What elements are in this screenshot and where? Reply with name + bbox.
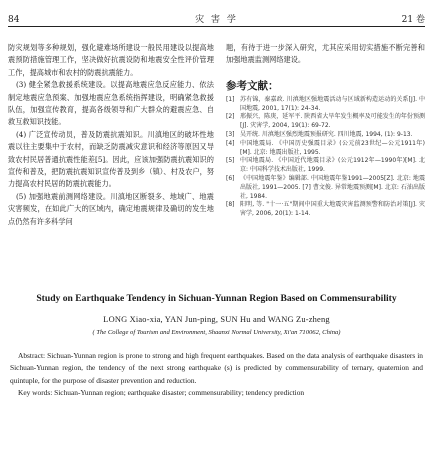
references-heading: 参考文献： (226, 79, 279, 92)
reference-text: 中国地震局. 《中国近代地震目录》(公元1912年—1990年)[M]. 北京: 中国科学技术出版社, 1999. (240, 157, 425, 174)
paragraph: (4) 广泛宣传动员，普及防震抗震知识。川滇地区的破坏性地震以往主要集中于农村，而缺乏防震减灾意识和经济等原因又导致农村民居普通抗震性能差[5]。因此，应该加强防震抗震知识的宣传和普及，把防震抗震知识宣传普及到乡（镇）、村及农户，努力提高农村民居的防震抗震能力。 (8, 129, 214, 189)
english-title: Study on Earthquake Tendency in Sichuan-Yunnan Region Based on Commensurability (36, 293, 397, 304)
reference-item (226, 201, 425, 219)
english-abstract-block (10, 292, 423, 399)
reference-number: [5] (226, 157, 235, 165)
reference-item (226, 157, 425, 175)
abstract-text: Sichuan-Yunnan region is prone to strong and high frequent earthquakes. Based on the data analysis of earthquake disasters in Sichuan-Yunnan region, the tendency of the next strong earthquake (s) is predicted by commensurability of ternary, quaternion and quintuple, for the purpose of disaster prevention and reduction. (10, 351, 423, 385)
reference-text: 邢振兴，陈庚，延军平. 陕西省大旱年发生概率及可能发生的年份预测[J]. 灾害学, 2004, 19(1): 69-72. (240, 113, 425, 130)
paragraph: (5) 加强地震前测网络建设。川滇地区断裂多、地域广、地震灾害频发，在如此广大的区域内，确定地震规律及确切的发生地点仍然有许多科学问 (8, 191, 214, 226)
english-authors: LONG Xiao-xia, YAN Jun-ping, SUN Hu and WANG Zu-zheng (103, 315, 330, 324)
keywords-text: Sichuan-Yunnan region; earthquake disaster; commensurability; tendency prediction (54, 387, 305, 397)
reference-number: [8] (226, 201, 235, 209)
reference-text: 阳明, 等. "十一·五"期间中国重大地震灾害监测预警和防治对策[J]. 灾害学, 2006, 20(1): 1-14. (240, 201, 425, 218)
reference-text: 《中国地震年鉴》编辑部. 中国地震年鉴1991—2005[Z]. 北京: 地震出版社, 1991—2005. [7] 曹文俊. 异常地震预测[M]. 北京: 石油出版社, 1984. (240, 174, 425, 200)
journal-title: 灾 害 学 (195, 15, 238, 25)
reference-text: 苏有锦，秦嘉政. 川滇地区强地震活动与区域新构造运动的关系[J]. 中国地震, 2001, 17(1): 24-34. (240, 95, 425, 112)
left-column (8, 42, 214, 228)
running-header (8, 14, 425, 27)
reference-list (226, 96, 425, 219)
paragraph: (3) 健全紧急救援系统建设。以提高地震应急反应能力、依法制定地震应急预案、加强地震应急系统指挥建设，明确紧急救援队伍，加强宣传教育，提高各级领导和广大群众的避震应急、自救互救知识技能。 (8, 80, 214, 127)
reference-text: 中国地震局. 《中国历史强震目录》(公元前23世纪—公元1911年)[M]. 北京: 地震出版社, 1995. (240, 139, 425, 156)
english-affiliation: ( The College of Tourism and Environment, Shaanxi Normal University, Xi'an 710062, China) (92, 329, 341, 336)
reference-number: [2] (226, 113, 235, 121)
paragraph: 题，有待于进一步深入研究，尤其应采用切实措施不断完善和加强地震监测网络建设。 (226, 43, 425, 65)
reference-item (226, 140, 425, 158)
reference-number: [4] (226, 139, 235, 147)
reference-number: [1] (226, 95, 235, 103)
keywords-label: Key words: (18, 387, 53, 397)
reference-item (226, 113, 425, 131)
reference-number: [3] (226, 131, 235, 138)
paragraph: 防灾规划等多种规划，强化避难场所建设一般民用建设以提高地震预防措施管理工作，坚决做好抗震设防和地震安全性评价管理工作，提高城市和农村的防震抗震能力。 (8, 43, 214, 77)
reference-item (226, 131, 425, 140)
reference-item (226, 96, 425, 114)
right-column (226, 42, 425, 219)
reference-item (226, 175, 425, 201)
reference-number: [6] (226, 174, 235, 182)
page-number: 84 (8, 15, 20, 25)
abstract-label: Abstract: (18, 351, 46, 360)
reference-text: 吴开统. 川滇地区强烈地震预报研究. 四川地震, 1994, (1): 9-13. (240, 131, 413, 138)
english-keywords (10, 387, 423, 399)
english-abstract (10, 350, 423, 387)
volume-label: 21 卷 (401, 15, 425, 25)
